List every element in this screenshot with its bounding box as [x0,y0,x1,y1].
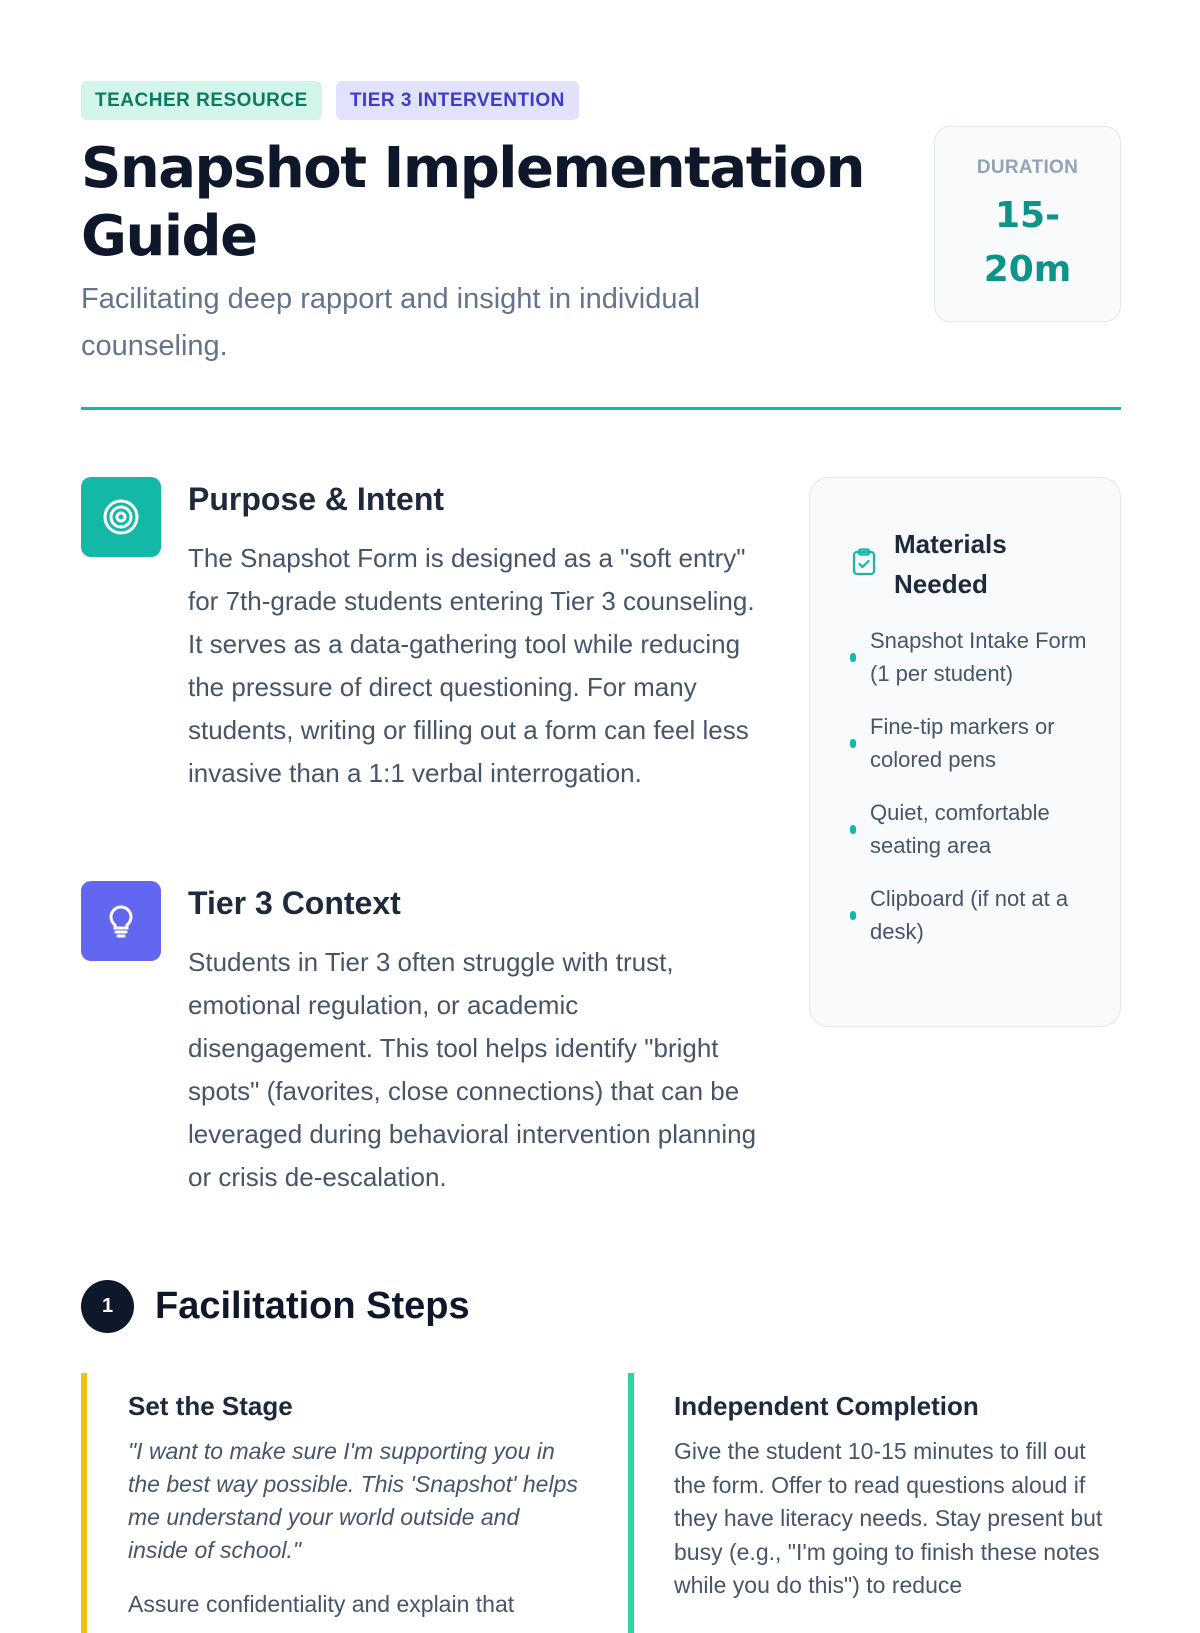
list-item [850,710,1090,776]
materials-header [852,524,1034,604]
step-title: Set the Stage [128,1391,293,1421]
tag-row [81,81,579,120]
section-body: The Snapshot Form is designed as a "soft entry" for 7th-grade students entering Tier 3 counseling. It serves as a data-gathering tool while reducing the pressure of direct questioning. For many students, writing or filling out a form can feel less invasive than a 1:1 verbal interrogation. [188,543,755,788]
target-icon [81,477,161,557]
section-title: Tier 3 Context [188,885,401,921]
step-title: Independent Completion [674,1391,979,1421]
material-item: Snapshot Intake Form (1 per student) [870,628,1087,686]
material-item: Fine-tip markers or colored pens [870,714,1055,772]
bullet-icon [850,911,856,920]
page-subtitle: Facilitating deep rapport and insight in individual counseling. [81,283,701,362]
materials-list [850,624,1090,968]
section-body: Students in Tier 3 often struggle with trust, emotional regulation, or academic disengagement. This tool helps identify "bright spots" (favorites, close connections) that can be leveraged during behavioral intervention planning or crisis de-escalation. [188,947,757,1192]
step-number-badge: 1 [81,1280,134,1333]
tag-tier-3: TIER 3 INTERVENTION [336,81,579,120]
step-quote: "I want to make sure I'm supporting you in the best way possible. This 'Snapshot' helps me understand your world outside and inside of school." [128,1438,578,1563]
bullet-icon [850,653,856,662]
section-title: Purpose & Intent [188,481,445,517]
step-note: Assure confidentiality and explain that [128,1591,515,1617]
materials-title: Materials Needed [894,529,1007,599]
duration-card [934,126,1121,322]
bullet-icon [850,739,856,748]
section-tier3-context [81,881,761,1211]
duration-value: 15- 20m [983,195,1072,290]
page-title: Snapshot Implementation Guide [81,136,865,269]
steps-header [81,1280,470,1333]
material-item: Quiet, comfortable seating area [870,800,1050,858]
material-item: Clipboard (if not at a desk) [870,886,1069,944]
section-purpose [81,477,761,837]
header-divider [81,407,1121,410]
step-card-independent-completion [628,1373,1121,1633]
steps-title: Facilitation Steps [155,1285,470,1327]
lightbulb-icon [81,881,161,961]
list-item [850,796,1090,862]
clipboard-check-icon [852,548,876,581]
list-item [850,624,1090,690]
step-card-set-the-stage [81,1373,581,1633]
list-item [850,882,1090,948]
step-body: Give the student 10-15 minutes to fill out the form. Offer to read questions aloud if they have literacy needs. Stay present but busy (e.g., "I'm going to finish these notes while you do this") to reduce [674,1438,1103,1598]
materials-card [809,477,1121,1027]
duration-label: DURATION [976,157,1079,178]
bullet-icon [850,825,856,834]
tag-teacher-resource: TEACHER RESOURCE [81,81,322,120]
